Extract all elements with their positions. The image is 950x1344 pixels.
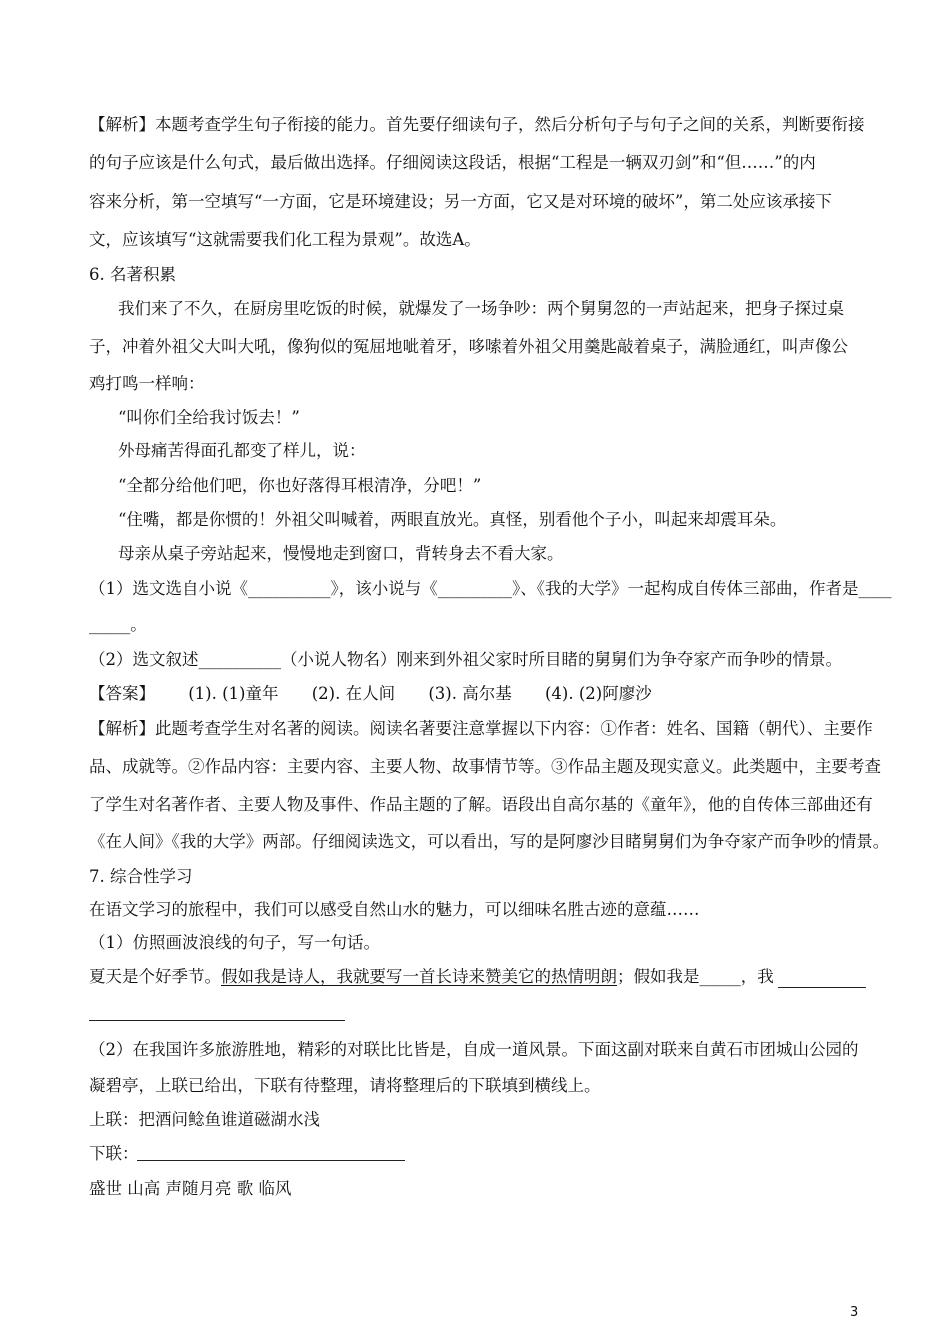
answer-item: (3). 高尔基	[428, 684, 512, 703]
passage-line: 子，冲着外祖父大叫大吼，像狗似的冤屈地呲着牙，哆嗦着外祖父用羹匙敲着桌子，满脸通红，叫声像公	[89, 337, 848, 356]
passage-line: 母亲从桌子旁站起来，慢慢地走到窗口，背转身去不看大家。	[118, 544, 564, 563]
analysis-line: 文，应该填写“这就需要我们化工程为景观”。故选A。	[89, 230, 481, 249]
answer-label: 【答案】	[89, 684, 155, 703]
answer-line	[89, 683, 652, 705]
analysis-line: 品、成就等。②作品内容：主要内容、主要人物、故事情节等。③作品主题及现实意义。此类题中，主要考查	[89, 757, 881, 776]
answer-blank-line	[89, 1020, 345, 1021]
word-list: 盛世 山高 声随月亮 歌 临风	[89, 1179, 292, 1198]
passage-line: 我们来了不久，在厨房里吃饭的时候，就爆发了一场争吵：两个舅舅忽的一声站起来，把身子探过桌	[118, 299, 844, 318]
passage-line: “住嘴，都是你惯的！外祖父叫喊着，两眼直放光。真怪，别看他个子小，叫起来却震耳朵。	[118, 510, 787, 529]
analysis-line: 【解析】本题考查学生句子衔接的能力。首先要仔细读句子，然后分析句子与句子之间的关系，判断要衔接	[89, 115, 865, 134]
sub-question: （1）选文选自小说《__________》，该小说与《_________》、《我的大学》一起构成自传体三部曲，作者是____	[89, 579, 892, 598]
answer-blank-line	[137, 1160, 405, 1161]
analysis-line: 了学生对名著作者、主要人物及事件、作品主题的了解。语段出自高尔基的《童年》，他的自传体三部曲还有	[89, 795, 873, 814]
passage-line: 鸡打鸣一样响：	[89, 374, 205, 393]
analysis-line: 的句子应该是什么句式，最后做出选择。仔细阅读这段话，根据“工程是一辆双刃剑”和“但……”的内	[89, 153, 816, 172]
analysis-line: 容来分析，第一空填写“一方面，它是环境建设；另一方面，它又是对环境的破坏”，第二处应该承接下	[89, 192, 832, 211]
sub-question: （1）仿照画波浪线的句子，写一句话。	[89, 933, 380, 952]
answer-item: (1). (1)童年	[188, 684, 279, 703]
couplet-lower-label: 下联：	[89, 1144, 139, 1163]
sub-question: （2）在我国许多旅游胜地，精彩的对联比比皆是，自成一道风景。下面这副对联来自黄石市团城山公园的	[89, 1040, 859, 1059]
passage-line: “叫你们全给我讨饭去！”	[118, 408, 300, 427]
question-heading: 6. 名著积累	[89, 265, 176, 284]
sentence-blank: ；假如我是_____，我	[617, 967, 774, 986]
page-number: 3	[850, 1305, 859, 1320]
answer-blank-line	[778, 987, 866, 988]
passage-line: 外母痛苦得面孔都变了样儿，说：	[118, 441, 366, 460]
sub-question: 凝碧亭，上联已给出，下联有待整理，请将整理后的下联填到横线上。	[89, 1076, 601, 1095]
question-heading: 7. 综合性学习	[89, 867, 193, 886]
answer-item: (2). 在人间	[311, 684, 396, 703]
couplet-upper: 上联：把酒问鲶鱼谁道磁湖水浅	[89, 1110, 320, 1129]
passage-line: “全都分给他们吧，你也好落得耳根清净，分吧！”	[118, 476, 482, 495]
answer-item: (4). (2)阿廖沙	[544, 684, 652, 703]
example-sentence	[89, 966, 774, 988]
wavy-underlined-sentence: 假如我是诗人，我就要写一首长诗来赞美它的热情明朗	[221, 967, 617, 986]
sub-question: （2）选文叙述__________（小说人物名）刚来到外祖父家时所目睹的舅舅们为争夺家产而争吵的情景。	[89, 650, 842, 669]
sentence-start: 夏天是个好季节。	[89, 967, 221, 986]
sub-question: _____。	[89, 615, 147, 634]
analysis-line: 《在人间》《我的大学》两部。仔细阅读选文，可以看出，写的是阿廖沙目睹舅舅们为争夺家产而争吵的情景。	[89, 832, 890, 851]
intro-text: 在语文学习的旅程中，我们可以感受自然山水的魅力，可以细味名胜古迹的意蕴……	[89, 900, 700, 919]
analysis-line: 【解析】此题考查学生对名著的阅读。阅读名著要注意掌握以下内容：①作者：姓名、国籍（朝代）、主要作	[89, 719, 873, 738]
